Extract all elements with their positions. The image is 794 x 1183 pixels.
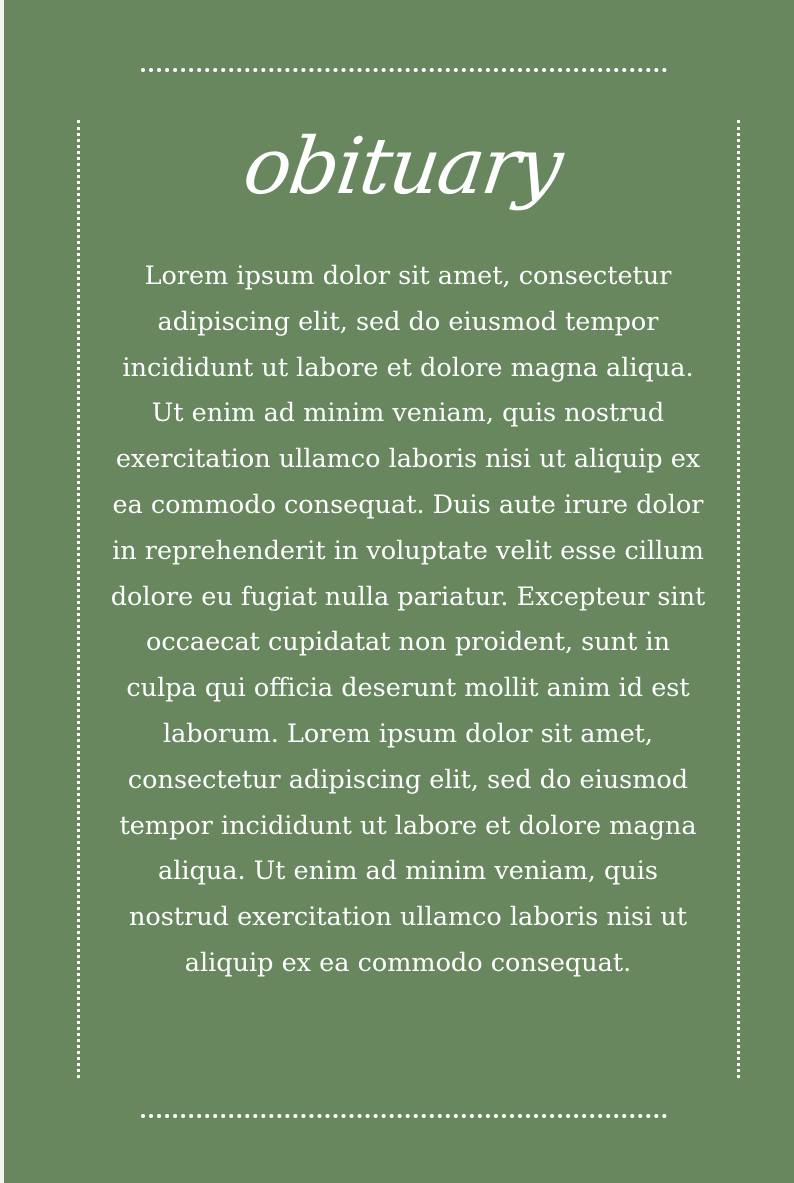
document-title: obituary xyxy=(238,122,567,212)
body-text: Lorem ipsum dolor sit amet, consectetur adipiscing elit, sed do eiusmod tempor incididunt ut labore et dolore magna aliqua. Ut enim ad minim veniam, quis nostrud exercitation ullamco laboris nisi ut aliquip ex ea commodo consequat. Duis aute irure dolor in reprehenderit in voluptate velit esse cillum dolore eu fugiat nulla pariatur. Excepteur sint occaecat cupidatat non proident, sunt in culpa qui officia deserunt mollit anim id est laborum. Lorem ipsum dolor sit amet, consectetur adipiscing elit, sed do eiusmod tempor incididunt ut labore et dolore magna aliqua. Ut enim ad minim veniam, quis nostrud exercitation ullamco laboris nisi ut aliquip ex ea commodo consequat. xyxy=(110,261,706,978)
left-dotted-border xyxy=(77,120,80,1078)
bottom-dotted-divider xyxy=(141,1114,667,1118)
obituary-card xyxy=(4,0,794,1183)
top-dotted-divider xyxy=(141,68,667,72)
right-dotted-border xyxy=(737,120,740,1078)
